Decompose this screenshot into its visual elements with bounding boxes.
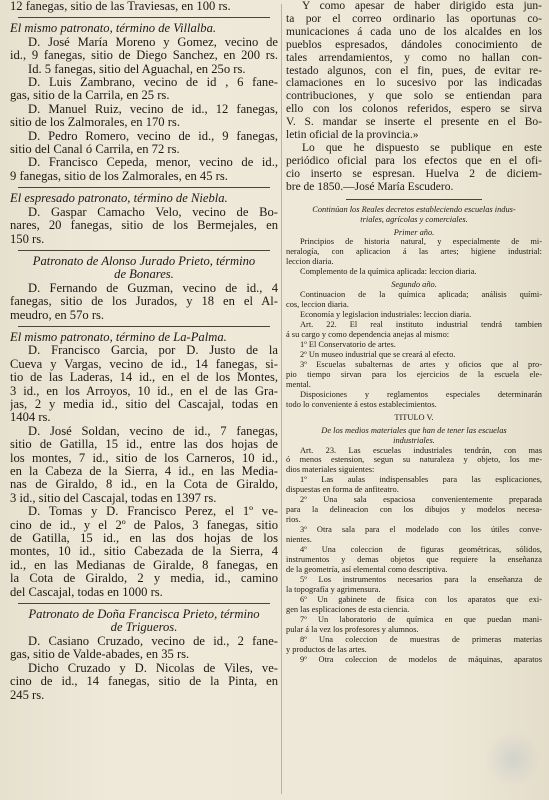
- paragraph: [10, 130, 278, 157]
- section-heading: [10, 331, 278, 344]
- heading-line: De los medios materiales que han de tener las escuelas: [321, 425, 507, 435]
- text-line: pueblos espresados, dándoles conocimiento de: [286, 38, 542, 51]
- text-line: montes, 10 id., sitio Cabezada de la Sierra, 4: [10, 545, 278, 559]
- paragraph: [10, 36, 278, 76]
- text-line: Principios de historia natural, y especialmente de mi-: [300, 237, 542, 247]
- text-line: todo lo conveniente á estos establecimientos.: [286, 399, 437, 409]
- section-heading: [10, 22, 278, 35]
- heading-line: Primer año.: [393, 227, 435, 237]
- text-line: clamaciones en lo sucesivo por las indicadas: [286, 77, 542, 90]
- paragraph: [10, 103, 278, 130]
- text-line: instrumentos y demas objetos que requiere la enseñanza: [286, 555, 542, 564]
- text-line: neralogía, con aplicacion á las artes; higiene industrial:: [286, 247, 542, 257]
- text-line: 3º Escuelas subalternas de artes y oficios que al pro-: [300, 359, 542, 369]
- paragraph: [286, 0, 542, 142]
- column-divider: [281, 4, 282, 794]
- text-line: cino de id., y el 2º de Palos, 3 fanegas, sitio: [10, 518, 278, 532]
- heading-line: Segundo año.: [391, 280, 437, 290]
- text-line: rios.: [286, 515, 301, 525]
- text-line: de Gatilla, 15 id., en las dos hojas de los: [10, 532, 278, 546]
- text-line: bre de 1850.—José María Escudero.: [286, 180, 454, 193]
- library-stamp-blot: [483, 732, 543, 786]
- text-line: D. Tomas y D. Francisco Perez, el 1º ve-: [28, 505, 278, 519]
- paragraph: [10, 76, 278, 103]
- paragraph: [286, 320, 542, 340]
- text-line: D. Fernando de Guzman, vecino de id., 4: [28, 281, 278, 295]
- heading-rule: [18, 250, 270, 251]
- section-heading: [10, 255, 278, 282]
- text-line: dispuestas en forma de anfiteatro.: [286, 485, 399, 495]
- text-line: 6º Un gabinete de física con los aparatos que exi-: [300, 594, 542, 604]
- paragraph: [10, 206, 278, 246]
- text-line: 3 id., sitio del Cascajal, todas en 1397 rs.: [10, 491, 217, 505]
- text-line: Y como apesar de haber dirigido esta jun-: [302, 0, 542, 12]
- heading-line: El mismo patronato, término de La-Palma.: [10, 330, 227, 344]
- section-separator: [346, 199, 482, 200]
- heading-line: TITULO V.: [394, 412, 434, 422]
- text-line: 9 fanegas, sitio de los Zalmorales, en 45 rs.: [10, 169, 228, 183]
- text-line: dios materiales siguientes:: [286, 465, 375, 475]
- right-column-decree: [286, 205, 542, 665]
- heading-line: industriales.: [393, 435, 435, 445]
- text-line: Cueva y Vargas, vecino de id., 14 fanegas, si-: [10, 357, 278, 371]
- heading-line: de Bonares.: [114, 268, 174, 282]
- text-line: del Cascajal, todas en 1000 rs.: [10, 585, 163, 599]
- paragraph: [286, 390, 542, 410]
- heading-rule: [18, 603, 270, 604]
- text-line: 1º Las aulas indispensables para las esplicaciones,: [300, 475, 542, 485]
- paragraph: [10, 282, 278, 322]
- text-line: 150 rs.: [10, 232, 45, 246]
- text-line: tio de las Laderas, 14 id., en el de los Montes,: [10, 371, 278, 385]
- text-line: D. José María Moreno y Gomez, vecino de: [28, 35, 278, 49]
- text-line: la topografía y agrimensura.: [286, 584, 381, 594]
- text-line: id., 9 fanegas, sitio de Diego Sanchez, en 200 rs.: [10, 49, 278, 63]
- text-line: sitio de los Zalmorales, en 170 rs.: [10, 116, 180, 130]
- text-line: id., en las Medianas de Giralde, 8 fanegas, en: [10, 558, 278, 572]
- text-line: 3º Otra sala para el modelado con los útiles conve-: [300, 525, 542, 535]
- text-line: D. Francisco Cepeda, menor, vecino de id.,: [28, 156, 278, 170]
- text-line: los montes, 7 id., sitio de los Carneros, 10 id.,: [10, 451, 278, 465]
- text-line: jas, 2 y media id., sitio del Cascajal, todas en: [10, 397, 278, 411]
- text-line: D. José Soldan, vecino de id., 7 fanegas,: [28, 424, 278, 438]
- text-line: D. Casiano Cruzado, vecino de id., 2 fane-: [28, 634, 278, 648]
- paragraph: [286, 340, 542, 390]
- text-line: V. S. mandar se inserte el presente en el Bo-: [286, 116, 542, 129]
- text-line: pio tiempo sirvan para los ejercicios de la escuela ele-: [286, 369, 542, 379]
- text-line: 7º Un laboratorio de química en que puedan mani-: [300, 614, 542, 624]
- text-line: 9º Otra coleccion de modelos de máquinas, aparatos: [300, 654, 542, 664]
- text-line: 1404 rs.: [10, 411, 51, 425]
- text-line: 3 id., en los Arroyos, 10 id., en el de las Gra-: [10, 384, 278, 398]
- section-heading: [286, 228, 542, 238]
- paragraph: [10, 156, 278, 183]
- text-line: Economía y legislacion industriales: leccion diaria.: [300, 310, 472, 320]
- text-line: Id. 5 fanegas, sitio del Aguachal, en 25o rs.: [28, 62, 246, 76]
- paragraph: [286, 655, 542, 665]
- text-line: D. Francisco Garcia, por D. Justo de la: [28, 344, 278, 358]
- text-line: contribuciones, y que solo se entiendan para: [286, 90, 542, 103]
- text-line: de la geometría, así elemental como descriptiva.: [286, 564, 448, 574]
- text-line: D. Pedro Romero, vecino de id., 9 fanegas,: [28, 129, 278, 143]
- right-column: [286, 0, 542, 664]
- text-line: municaciones á cada uno de los alcaldes en los: [286, 25, 542, 38]
- paragraph: [286, 446, 542, 476]
- text-line: Continuacion de la química aplicada; análisis quími-: [300, 290, 542, 300]
- paragraph: [286, 595, 542, 615]
- section-heading: [286, 426, 542, 446]
- heading-rule: [18, 187, 270, 188]
- left-column: [10, 0, 278, 702]
- section-heading: [286, 413, 542, 423]
- heading-line: de Trigueros.: [110, 621, 178, 635]
- text-line: 2º Una sala espaciosa convenientemente preparada: [300, 495, 542, 505]
- heading-rule: [18, 326, 270, 327]
- paragraph: [10, 662, 278, 702]
- heading-rule: [18, 17, 270, 18]
- paragraph: [10, 505, 278, 599]
- heading-line: Patronato de Alonso Jurado Prieto, término: [32, 254, 256, 268]
- text-line: leccion diaria.: [286, 257, 334, 267]
- paragraph: [286, 267, 542, 277]
- text-line: 1º El Conservatorio de artes.: [300, 339, 396, 349]
- text-line: en la Cabeza de la Sierra, 4 id., en las Media-: [10, 465, 278, 478]
- text-line: 12 fanegas, sitio de las Traviesas, en 100 rs.: [10, 0, 231, 13]
- text-line: sitio del Canal ó Carrila, en 72 rs.: [10, 143, 180, 157]
- text-line: 8º Una coleccion de muestras de primeras materias: [300, 634, 542, 644]
- text-line: 245 rs.: [10, 688, 45, 702]
- text-line: cino de id., 14 fanegas, sitio de la Pinta, en: [10, 675, 278, 689]
- text-line: ta por el correo ordinario las oportunas co-: [286, 12, 542, 25]
- paragraph: [10, 635, 278, 662]
- text-line: gas, sitio de Valde-abades, en 35 rs.: [10, 648, 190, 662]
- heading-line: El espresado patronato, término de Niebla.: [10, 192, 228, 206]
- text-line: D. Luis Zambrano, vecino de id , 6 fane-: [28, 76, 278, 90]
- paragraph: [286, 615, 542, 635]
- text-line: cio inserto se espresan. Huelva 2 de diciem-: [286, 167, 542, 180]
- paragraph: [286, 290, 542, 310]
- text-line: testado algunos, con el fin, pues, de evitar re-: [286, 64, 542, 77]
- paragraph: [10, 0, 278, 13]
- heading-line: Patronato de Doña Francisca Prieto, término: [28, 608, 260, 622]
- text-line: ó menos estension, segun su naturaleza y objeto, los me-: [286, 455, 542, 465]
- text-line: nas de Giraldo, 8 id., en la Cota de Giraldo,: [10, 478, 278, 492]
- paragraph: [10, 425, 278, 505]
- text-line: la Cota de Giraldo, 2 y media, id., camino: [10, 572, 278, 586]
- paragraph: [286, 475, 542, 495]
- text-line: 2º Un museo industrial que se creará al efecto.: [300, 349, 456, 359]
- section-heading: [10, 192, 278, 205]
- text-line: nientes.: [286, 535, 312, 545]
- text-line: tales arrendamientos, y como no hallan con-: [286, 51, 542, 64]
- paragraph: [286, 635, 542, 655]
- paragraph: [286, 545, 542, 575]
- text-line: 4º Una coleccion de figuras geométricas, sólidos,: [300, 545, 542, 555]
- text-line: gen las esplicaciones de esta ciencia.: [286, 604, 410, 614]
- text-line: Disposiciones y reglamentos especiales determinarán: [300, 389, 542, 399]
- paragraph: [286, 310, 542, 320]
- text-line: Dicho Cruzado y D. Nicolas de Viles, ve-: [28, 661, 278, 675]
- text-line: 5º Los instrumentos necesarios para la enseñanza de: [300, 574, 542, 584]
- heading-line: triales, agrícolas y comerciales.: [360, 214, 468, 224]
- text-line: fanegas, sitio de los Jurados, y 18 en el Al-: [10, 295, 278, 309]
- text-line: Art. 22. El real instituto industrial tendrá tambien: [300, 320, 542, 330]
- paragraph: [10, 344, 278, 424]
- heading-line: El mismo patronato, término de Villalba.: [10, 22, 217, 36]
- text-line: y productos de las artes.: [286, 644, 367, 654]
- paragraph: [286, 237, 542, 267]
- text-line: Complemento de la química aplicada: leccion diaria.: [300, 267, 477, 277]
- text-line: para la delineacion con los dibujos y modelos necesa-: [286, 505, 542, 515]
- text-line: mental.: [286, 379, 311, 389]
- text-line: D. Manuel Ruiz, vecino de id., 12 fanegas,: [28, 102, 278, 116]
- text-line: sitio de Gatilla, 15 id., entre las dos hojas de: [10, 438, 278, 452]
- text-line: D. Gaspar Camacho Velo, vecino de Bo-: [28, 205, 278, 219]
- section-heading: [10, 608, 278, 635]
- paragraph: [286, 525, 542, 545]
- text-line: Art. 23. Las escuelas industriales tendrán, con mas: [300, 445, 542, 455]
- text-line: ello con los colonos referidos, espero se sirva: [286, 103, 542, 116]
- paragraph: [286, 495, 542, 525]
- text-line: meudro, en 57o rs.: [10, 308, 105, 322]
- right-column-notice: [286, 0, 542, 194]
- paragraph: [286, 575, 542, 595]
- text-line: periódico oficial para los efectos que en el ofi-: [286, 154, 542, 167]
- text-line: gas, sitio de la Carrila, en 25 rs.: [10, 89, 170, 103]
- section-heading: [286, 280, 542, 290]
- text-line: letin oficial de la provincia.»: [286, 129, 419, 142]
- text-line: pular á la vez los profesores y alumnos.: [286, 624, 419, 634]
- text-line: nares, 20 fanegas, sitio de los Bermejales, en: [10, 219, 278, 233]
- section-heading: [286, 205, 542, 225]
- text-line: Lo que he dispuesto se publique en este: [302, 141, 542, 154]
- text-line: á su cargo y como dependencia anejas al mismo:: [286, 330, 450, 340]
- paragraph: [286, 142, 542, 194]
- heading-line: Continúan los Reales decretos estableciendo escuelas indus-: [312, 204, 516, 214]
- text-line: cos, leccion diaria.: [286, 300, 349, 310]
